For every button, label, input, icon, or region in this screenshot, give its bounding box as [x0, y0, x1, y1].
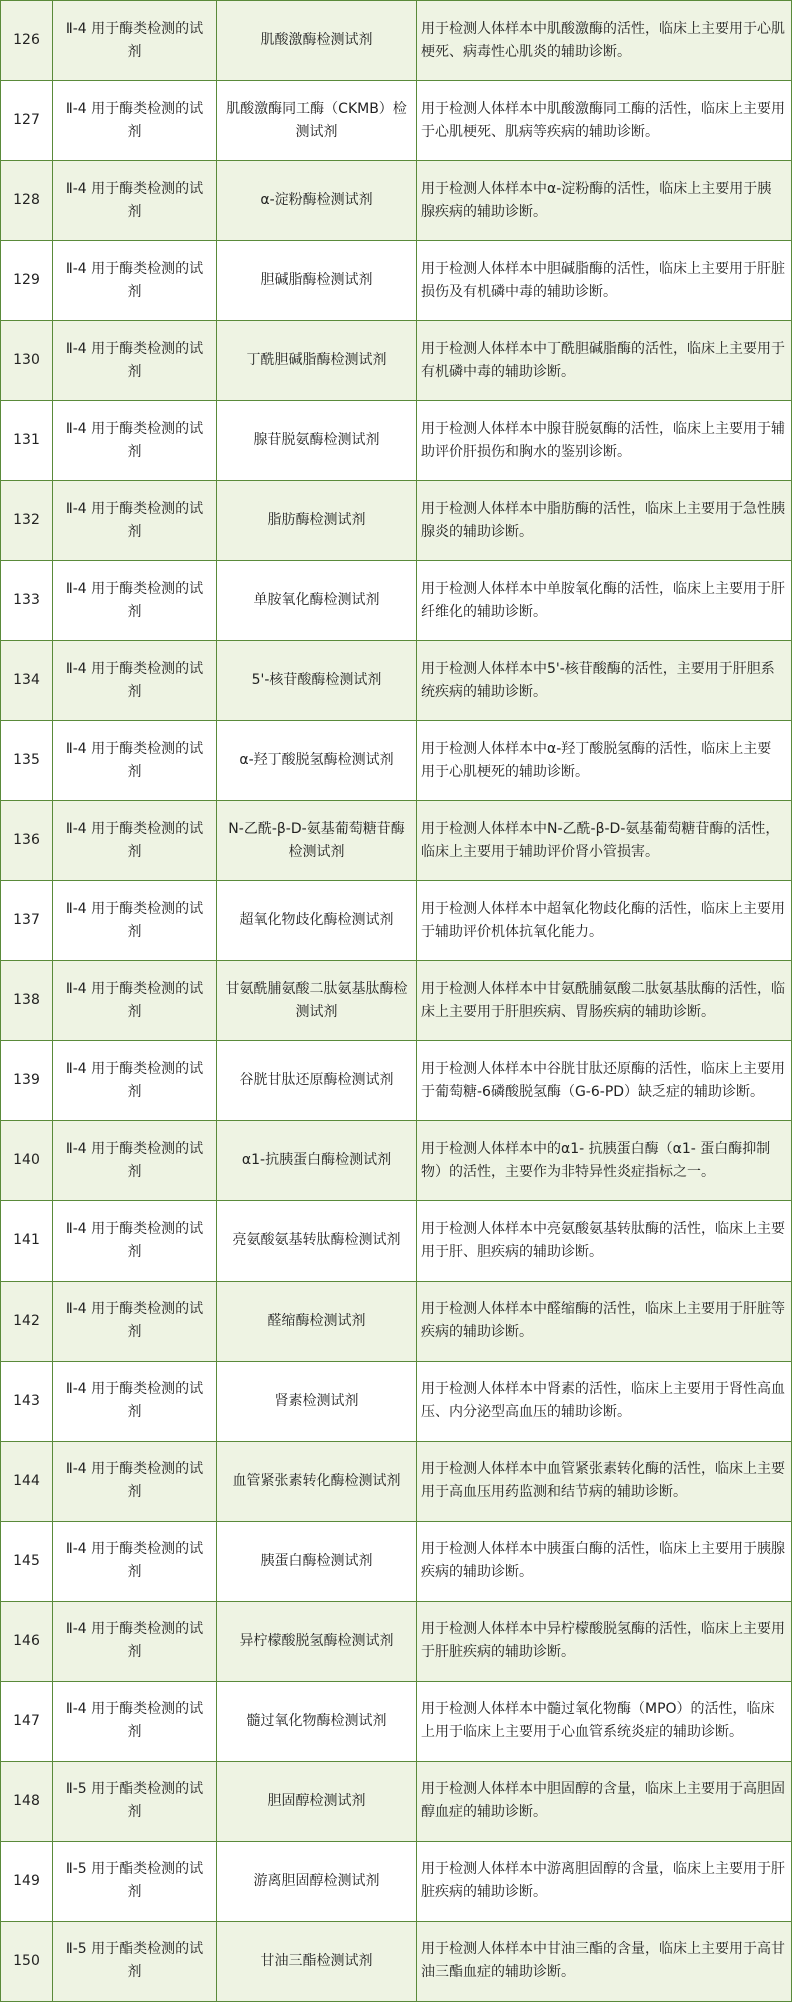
reagent-name-cell: α-淀粉酶检测试剂 — [217, 161, 417, 241]
category-cell: Ⅱ-4 用于酶类检测的试剂 — [53, 161, 217, 241]
reagent-name-cell: 甘油三酯检测试剂 — [217, 1921, 417, 2001]
table-row — [1, 961, 792, 1041]
row-number: 139 — [1, 1041, 53, 1121]
reagent-table-body — [1, 1, 792, 2002]
reagent-name-cell: 胆固醇检测试剂 — [217, 1761, 417, 1841]
description-cell: 用于检测人体样本中谷胱甘肽还原酶的活性，临床上主要用于葡萄糖-6磷酸脱氢酶（G-6-PD）缺乏症的辅助诊断。 — [417, 1041, 792, 1121]
description-cell: 用于检测人体样本中亮氨酸氨基转肽酶的活性，临床上主要用于肝、胆疾病的辅助诊断。 — [417, 1201, 792, 1281]
category-cell: Ⅱ-4 用于酶类检测的试剂 — [53, 721, 217, 801]
row-number: 146 — [1, 1601, 53, 1681]
description-cell: 用于检测人体样本中胆碱脂酶的活性，临床上主要用于肝脏损伤及有机磷中毒的辅助诊断。 — [417, 241, 792, 321]
category-cell: Ⅱ-4 用于酶类检测的试剂 — [53, 241, 217, 321]
table-row — [1, 1601, 792, 1681]
description-cell: 用于检测人体样本中脂肪酶的活性，临床上主要用于急性胰腺炎的辅助诊断。 — [417, 481, 792, 561]
table-row — [1, 1841, 792, 1921]
description-cell: 用于检测人体样本中髓过氧化物酶（MPO）的活性，临床上用于临床上主要用于心血管系统炎症的辅助诊断。 — [417, 1681, 792, 1761]
description-cell: 用于检测人体样本中肾素的活性，临床上主要用于肾性高血压、内分泌型高血压的辅助诊断。 — [417, 1361, 792, 1441]
row-number: 148 — [1, 1761, 53, 1841]
table-row — [1, 1521, 792, 1601]
reagent-name-cell: 脂肪酶检测试剂 — [217, 481, 417, 561]
reagent-name-cell: α-羟丁酸脱氢酶检测试剂 — [217, 721, 417, 801]
category-cell: Ⅱ-4 用于酶类检测的试剂 — [53, 1681, 217, 1761]
row-number: 143 — [1, 1361, 53, 1441]
table-row — [1, 1681, 792, 1761]
row-number: 140 — [1, 1121, 53, 1201]
category-cell: Ⅱ-4 用于酶类检测的试剂 — [53, 1281, 217, 1361]
table-row — [1, 401, 792, 481]
category-cell: Ⅱ-4 用于酶类检测的试剂 — [53, 641, 217, 721]
category-cell: Ⅱ-4 用于酶类检测的试剂 — [53, 401, 217, 481]
table-row — [1, 1921, 792, 2001]
category-cell: Ⅱ-4 用于酶类检测的试剂 — [53, 1601, 217, 1681]
row-number: 136 — [1, 801, 53, 881]
reagent-name-cell: 单胺氧化酶检测试剂 — [217, 561, 417, 641]
row-number: 135 — [1, 721, 53, 801]
description-cell: 用于检测人体样本中丁酰胆碱脂酶的活性，临床上主要用于有机磷中毒的辅助诊断。 — [417, 321, 792, 401]
row-number: 141 — [1, 1201, 53, 1281]
table-row — [1, 1, 792, 81]
category-cell: Ⅱ-4 用于酶类检测的试剂 — [53, 81, 217, 161]
table-row — [1, 641, 792, 721]
category-cell: Ⅱ-4 用于酶类检测的试剂 — [53, 481, 217, 561]
row-number: 150 — [1, 1921, 53, 2001]
category-cell: Ⅱ-4 用于酶类检测的试剂 — [53, 1441, 217, 1521]
description-cell: 用于检测人体样本中肌酸激酶同工酶的活性，临床上主要用于心肌梗死、肌病等疾病的辅助诊断。 — [417, 81, 792, 161]
row-number: 144 — [1, 1441, 53, 1521]
reagent-name-cell: 肌酸激酶检测试剂 — [217, 1, 417, 81]
row-number: 129 — [1, 241, 53, 321]
category-cell: Ⅱ-5 用于酯类检测的试剂 — [53, 1841, 217, 1921]
category-cell: Ⅱ-5 用于酯类检测的试剂 — [53, 1761, 217, 1841]
row-number: 132 — [1, 481, 53, 561]
row-number: 127 — [1, 81, 53, 161]
reagent-name-cell: 超氧化物歧化酶检测试剂 — [217, 881, 417, 961]
description-cell: 用于检测人体样本中甘氨酰脯氨酸二肽氨基肽酶的活性，临床上主要用于肝胆疾病、胃肠疾病的辅助诊断。 — [417, 961, 792, 1041]
reagent-name-cell: 血管紧张素转化酶检测试剂 — [217, 1441, 417, 1521]
reagent-name-cell: 胆碱脂酶检测试剂 — [217, 241, 417, 321]
description-cell: 用于检测人体样本中游离胆固醇的含量，临床上主要用于肝脏疾病的辅助诊断。 — [417, 1841, 792, 1921]
category-cell: Ⅱ-5 用于酯类检测的试剂 — [53, 1921, 217, 2001]
description-cell: 用于检测人体样本中5'-核苷酸酶的活性，主要用于肝胆系统疾病的辅助诊断。 — [417, 641, 792, 721]
row-number: 149 — [1, 1841, 53, 1921]
reagent-name-cell: 醛缩酶检测试剂 — [217, 1281, 417, 1361]
reagent-name-cell: 胰蛋白酶检测试剂 — [217, 1521, 417, 1601]
reagent-name-cell: 丁酰胆碱脂酶检测试剂 — [217, 321, 417, 401]
description-cell: 用于检测人体样本中醛缩酶的活性，临床上主要用于肝脏等疾病的辅助诊断。 — [417, 1281, 792, 1361]
row-number: 131 — [1, 401, 53, 481]
table-row — [1, 1121, 792, 1201]
row-number: 147 — [1, 1681, 53, 1761]
table-row — [1, 561, 792, 641]
category-cell: Ⅱ-4 用于酶类检测的试剂 — [53, 961, 217, 1041]
description-cell: 用于检测人体样本中α-淀粉酶的活性，临床上主要用于胰腺疾病的辅助诊断。 — [417, 161, 792, 241]
table-row — [1, 1761, 792, 1841]
category-cell: Ⅱ-4 用于酶类检测的试剂 — [53, 1201, 217, 1281]
category-cell: Ⅱ-4 用于酶类检测的试剂 — [53, 1, 217, 81]
description-cell: 用于检测人体样本中超氧化物歧化酶的活性，临床上主要用于辅助评价机体抗氧化能力。 — [417, 881, 792, 961]
category-cell: Ⅱ-4 用于酶类检测的试剂 — [53, 881, 217, 961]
reagent-name-cell: N-乙酰-β-D-氨基葡萄糖苷酶检测试剂 — [217, 801, 417, 881]
reagent-name-cell: 甘氨酰脯氨酸二肽氨基肽酶检测试剂 — [217, 961, 417, 1041]
reagent-name-cell: 肾素检测试剂 — [217, 1361, 417, 1441]
reagent-name-cell: 5'-核苷酸酶检测试剂 — [217, 641, 417, 721]
category-cell: Ⅱ-4 用于酶类检测的试剂 — [53, 1521, 217, 1601]
description-cell: 用于检测人体样本中N-乙酰-β-D-氨基葡萄糖苷酶的活性，临床上主要用于辅助评价肾小管损害。 — [417, 801, 792, 881]
table-row — [1, 321, 792, 401]
row-number: 128 — [1, 161, 53, 241]
table-row — [1, 481, 792, 561]
table-row — [1, 1281, 792, 1361]
table-row — [1, 1361, 792, 1441]
description-cell: 用于检测人体样本中α-羟丁酸脱氢酶的活性，临床上主要用于心肌梗死的辅助诊断。 — [417, 721, 792, 801]
description-cell: 用于检测人体样本中腺苷脱氨酶的活性，临床上主要用于辅助评价肝损伤和胸水的鉴别诊断。 — [417, 401, 792, 481]
row-number: 137 — [1, 881, 53, 961]
reagent-name-cell: 髓过氧化物酶检测试剂 — [217, 1681, 417, 1761]
category-cell: Ⅱ-4 用于酶类检测的试剂 — [53, 321, 217, 401]
row-number: 138 — [1, 961, 53, 1041]
row-number: 142 — [1, 1281, 53, 1361]
table-row — [1, 1041, 792, 1121]
reagent-name-cell: 腺苷脱氨酶检测试剂 — [217, 401, 417, 481]
category-cell: Ⅱ-4 用于酶类检测的试剂 — [53, 1041, 217, 1121]
description-cell: 用于检测人体样本中异柠檬酸脱氢酶的活性，临床上主要用于肝脏疾病的辅助诊断。 — [417, 1601, 792, 1681]
category-cell: Ⅱ-4 用于酶类检测的试剂 — [53, 561, 217, 641]
description-cell: 用于检测人体样本中肌酸激酶的活性，临床上主要用于心肌梗死、病毒性心肌炎的辅助诊断。 — [417, 1, 792, 81]
description-cell: 用于检测人体样本中胰蛋白酶的活性，临床上主要用于胰腺疾病的辅助诊断。 — [417, 1521, 792, 1601]
category-cell: Ⅱ-4 用于酶类检测的试剂 — [53, 1361, 217, 1441]
row-number: 130 — [1, 321, 53, 401]
reagent-name-cell: 亮氨酸氨基转肽酶检测试剂 — [217, 1201, 417, 1281]
description-cell: 用于检测人体样本中胆固醇的含量，临床上主要用于高胆固醇血症的辅助诊断。 — [417, 1761, 792, 1841]
row-number: 126 — [1, 1, 53, 81]
table-row — [1, 721, 792, 801]
table-row — [1, 161, 792, 241]
category-cell: Ⅱ-4 用于酶类检测的试剂 — [53, 1121, 217, 1201]
table-row — [1, 1201, 792, 1281]
reagent-name-cell: 肌酸激酶同工酶（CKMB）检测试剂 — [217, 81, 417, 161]
row-number: 145 — [1, 1521, 53, 1601]
description-cell: 用于检测人体样本中单胺氧化酶的活性，临床上主要用于肝纤维化的辅助诊断。 — [417, 561, 792, 641]
category-cell: Ⅱ-4 用于酶类检测的试剂 — [53, 801, 217, 881]
description-cell: 用于检测人体样本中的α1- 抗胰蛋白酶（α1- 蛋白酶抑制物）的活性，主要作为非特异性炎症指标之一。 — [417, 1121, 792, 1201]
reagent-name-cell: α1-抗胰蛋白酶检测试剂 — [217, 1121, 417, 1201]
reagent-name-cell: 游离胆固醇检测试剂 — [217, 1841, 417, 1921]
row-number: 134 — [1, 641, 53, 721]
row-number: 133 — [1, 561, 53, 641]
table-row — [1, 241, 792, 321]
reagent-name-cell: 异柠檬酸脱氢酶检测试剂 — [217, 1601, 417, 1681]
reagent-name-cell: 谷胱甘肽还原酶检测试剂 — [217, 1041, 417, 1121]
description-cell: 用于检测人体样本中甘油三酯的含量，临床上主要用于高甘油三酯血症的辅助诊断。 — [417, 1921, 792, 2001]
table-row — [1, 881, 792, 961]
description-cell: 用于检测人体样本中血管紧张素转化酶的活性，临床上主要用于高血压用药监测和结节病的辅助诊断。 — [417, 1441, 792, 1521]
table-row — [1, 81, 792, 161]
table-row — [1, 1441, 792, 1521]
table-row — [1, 801, 792, 881]
